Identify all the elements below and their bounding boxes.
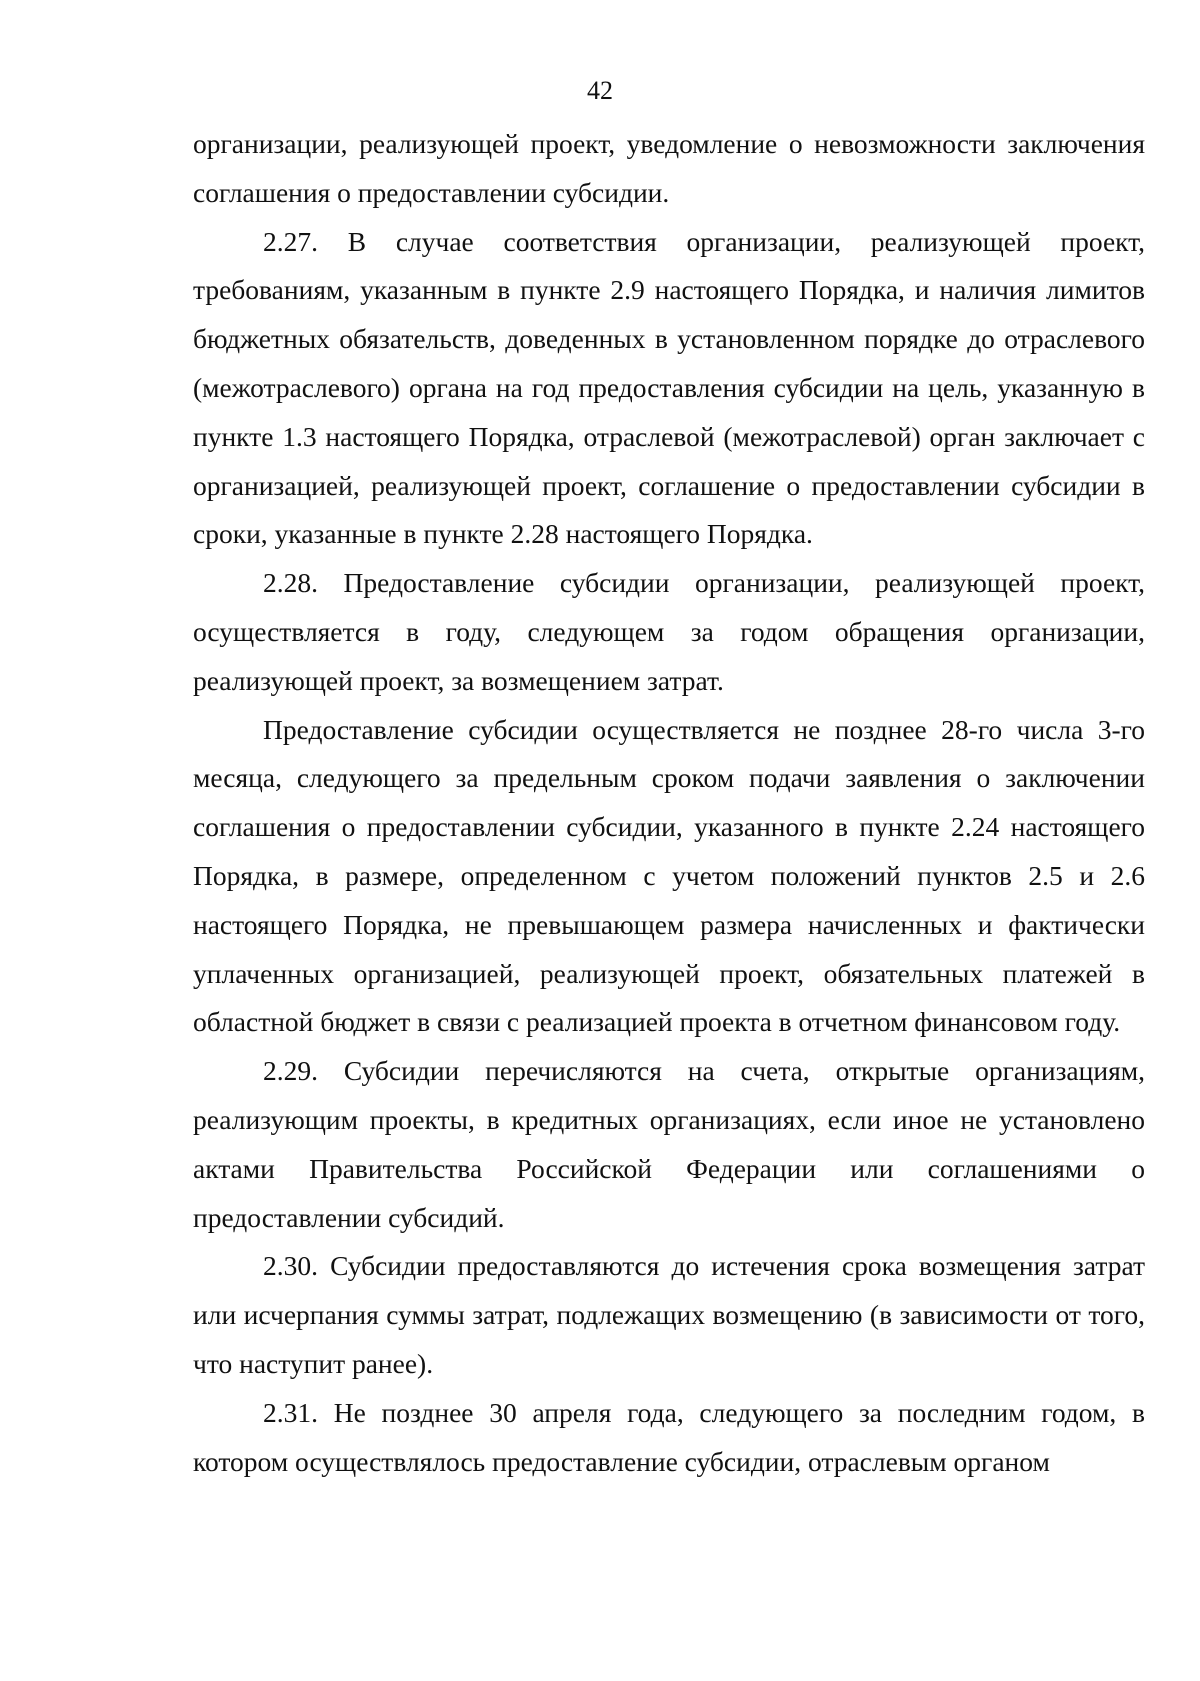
paragraph-2-30: 2.30. Субсидии предоставляются до истечения срока возмещения затрат или исчерпания суммы затрат, подлежащих возмещению (в зависимости от того, что наступит ранее). [193,1250,1145,1379]
paragraph-2-31: 2.31. Не позднее 30 апреля года, следующего за последним годом, в котором осуществлялось предоставление субсидии, отраслевым органом [193,1396,1145,1477]
page-number: 42 [587,76,613,105]
document-body [193,120,1145,1486]
paragraph-2-29: 2.29. Субсидии перечисляются на счета, открытые организациям, реализующим проекты, в кредитных организациях, если иное не установлено актами Правительства Российской Федерации или соглашениями о предоставлении субсидий. [193,1055,1145,1233]
paragraph-2-27: 2.27. В случае соответствия организации, реализующей проект, требованиям, указанным в пункте 2.9 настоящего Порядка, и наличия лимитов бюджетных обязательств, доведенных в установленном порядке до отраслевого (межотраслевого) органа на год предоставления субсидии на цель, указанную в пункте 1.3 настоящего Порядка, отраслевой (межотраслевой) орган заключает с организацией, реализующей проект, соглашение о предоставлении субсидии в сроки, указанные в пункте 2.28 настоящего Порядка. [193,225,1145,550]
paragraph-2-28-cont: Предоставление субсидии осуществляется не позднее 28-го числа 3-го месяца, следующего за предельным сроком подачи заявления о заключении соглашения о предоставлении субсидии, указанного в пункте 2.24 настоящего Порядка, в размере, определенном с учетом положений пунктов 2.5 и 2.6 настоящего Порядка, не превышающем размера начисленных и фактически уплаченных организацией, реализующей проект, обязательных платежей в областной бюджет в связи с реализацией проекта в отчетном финансовом году. [193,713,1145,1038]
paragraph-2-28: 2.28. Предоставление субсидии организации, реализующей проект, осуществляется в году, следующем за годом обращения организации, реализующей проект, за возмещением затрат. [193,567,1145,696]
paragraph-continuation: организации, реализующей проект, уведомление о невозможности заключения соглашения о предоставлении субсидии. [193,128,1145,208]
